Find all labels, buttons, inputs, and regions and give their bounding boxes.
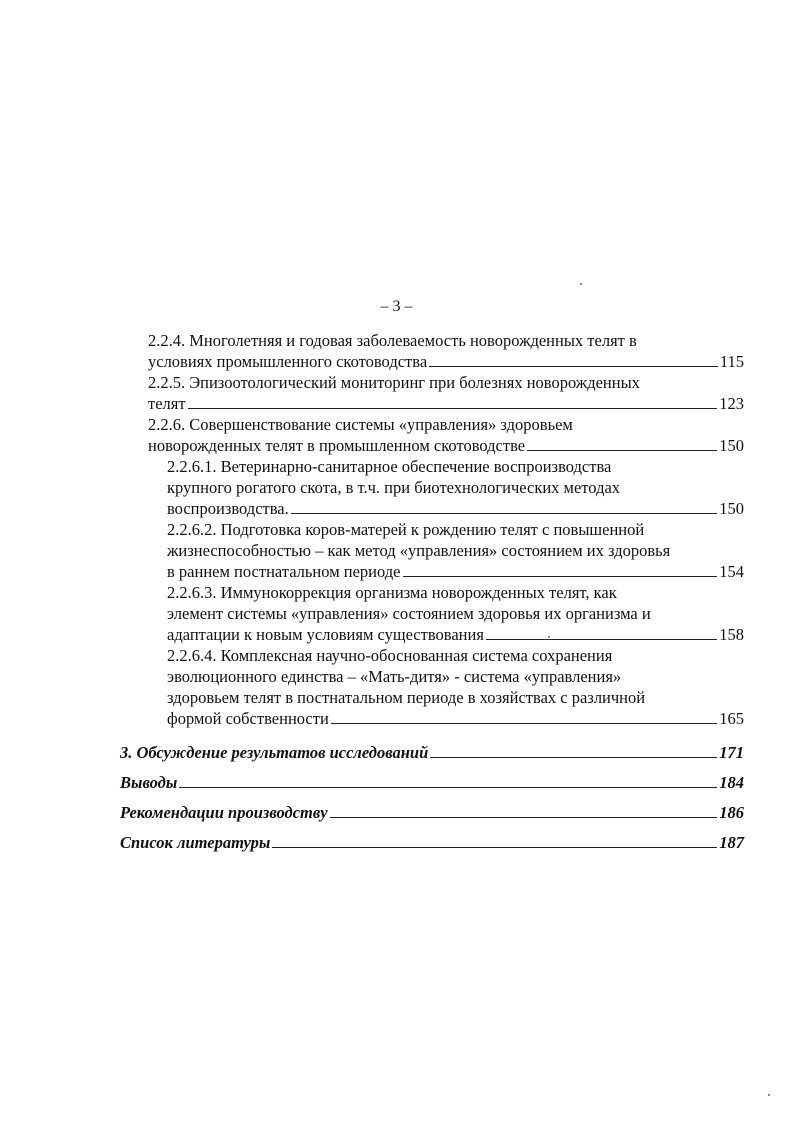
- toc-leader-line: [291, 498, 718, 514]
- toc-page-number: 154: [719, 562, 744, 581]
- toc-page-number: 123: [719, 394, 744, 413]
- toc-entry-text-line: жизнеспособностью – как метод «управления» состоянием их здоровья: [167, 541, 671, 560]
- toc-chapter-entry: [120, 802, 744, 823]
- toc-chapter-entry: [120, 772, 744, 793]
- toc-page-number: 186: [719, 803, 744, 822]
- toc-section-entry: [167, 519, 744, 582]
- toc-entry-text-line: 2.2.6.4. Комплексная научно-обоснованная система сохранения: [167, 646, 613, 665]
- toc-entry-title: Выводы: [120, 773, 178, 792]
- toc-entry-last-line: [120, 772, 744, 793]
- toc-section-entry: [148, 330, 744, 372]
- toc-leader-line: [403, 561, 718, 577]
- toc-entry-text-line: эволюционного единства – «Мать-дитя» - система «управления»: [167, 667, 622, 686]
- toc-entry-title: адаптации к новым условиям существования: [167, 625, 484, 644]
- toc-entry-title: Рекомендации производству: [120, 803, 328, 822]
- toc-section-entry: [167, 456, 744, 519]
- toc-section-entry: [167, 582, 744, 645]
- toc-chapter-entry: [120, 832, 744, 853]
- toc-entry-text-line: элемент системы «управления» состоянием здоровья их организма и: [167, 604, 651, 623]
- toc-entry-last-line: [120, 742, 744, 763]
- toc-entry-title: в раннем постнатальном периоде: [167, 562, 401, 581]
- toc-entry-text-line: 2.2.6.3. Иммунокоррекция организма новорожденных телят, как: [167, 583, 617, 602]
- toc-leader-line: [330, 802, 718, 818]
- toc-entry-text-line: 2.2.4. Многолетняя и годовая заболеваемость новорожденных телят в: [148, 331, 637, 350]
- toc-section-entry: [167, 645, 744, 729]
- toc-entry-title: телят: [148, 394, 186, 413]
- toc-entry-text-line: крупного рогатого скота, в т.ч. при биотехнологических методах: [167, 478, 621, 497]
- toc-entry-last-line: [120, 832, 744, 853]
- toc-entry-text-line: 2.2.5. Эпизоотологический мониторинг при болезнях новорожденных: [148, 373, 640, 392]
- toc-entry-last-line: [167, 708, 744, 729]
- toc-entry-title: условиях промышленного скотоводства: [148, 352, 428, 371]
- toc-page-number: 165: [719, 709, 744, 728]
- toc-page-number: 184: [719, 773, 744, 792]
- toc-leader-line: [430, 742, 717, 758]
- toc-leader-line: [331, 708, 717, 724]
- scan-speck: [548, 636, 550, 638]
- toc-section-entry: [148, 414, 744, 456]
- toc-entry-title: Список литературы: [120, 833, 271, 852]
- toc-entry-last-line: [120, 802, 744, 823]
- toc-entry-text-line: 2.2.6. Совершенствование системы «управления» здоровьем: [148, 415, 573, 434]
- toc-entry-last-line: [167, 498, 744, 519]
- toc-leader-line: [527, 435, 717, 451]
- toc-entry-last-line: [148, 435, 744, 456]
- toc-section-entry: [148, 372, 744, 414]
- toc-page-number: 158: [719, 625, 744, 644]
- toc-chapter-entry: [120, 742, 744, 763]
- toc-entry-last-line: [167, 561, 744, 582]
- toc-leader-line: [272, 832, 717, 848]
- toc-entry-title: 3. Обсуждение результатов исследований: [120, 743, 429, 762]
- toc-entry-title: новорожденных телят в промышленном скотоводстве: [148, 436, 526, 455]
- toc-entry-text-line: 2.2.6.2. Подготовка коров-матерей к рождению телят с повышенной: [167, 520, 645, 539]
- toc-page-number: 115: [719, 352, 744, 371]
- toc-page-number: 171: [719, 743, 744, 762]
- toc-page-number: 150: [719, 436, 744, 455]
- toc-leader-line: [486, 624, 717, 640]
- toc-leader-line: [429, 351, 718, 367]
- scan-speck: [580, 283, 582, 285]
- toc-entry-title: воспроизводства.: [167, 499, 289, 518]
- toc-page-number: 187: [719, 833, 744, 852]
- toc-entry-last-line: [148, 393, 744, 414]
- page-number: – 3 –: [380, 298, 413, 315]
- toc-entry-text-line: здоровьем телят в постнатальном периоде в хозяйствах с различной: [167, 688, 646, 707]
- toc-leader-line: [188, 393, 718, 409]
- scan-speck: [768, 1094, 770, 1096]
- toc-page-number: 150: [719, 499, 744, 518]
- toc-entry-text-line: 2.2.6.1. Ветеринарно-санитарное обеспечение воспроизводства: [167, 457, 612, 476]
- toc-leader-line: [179, 772, 717, 788]
- toc-entry-last-line: [148, 351, 744, 372]
- toc-entry-last-line: [167, 624, 744, 645]
- toc-entry-title: формой собственности: [167, 709, 329, 728]
